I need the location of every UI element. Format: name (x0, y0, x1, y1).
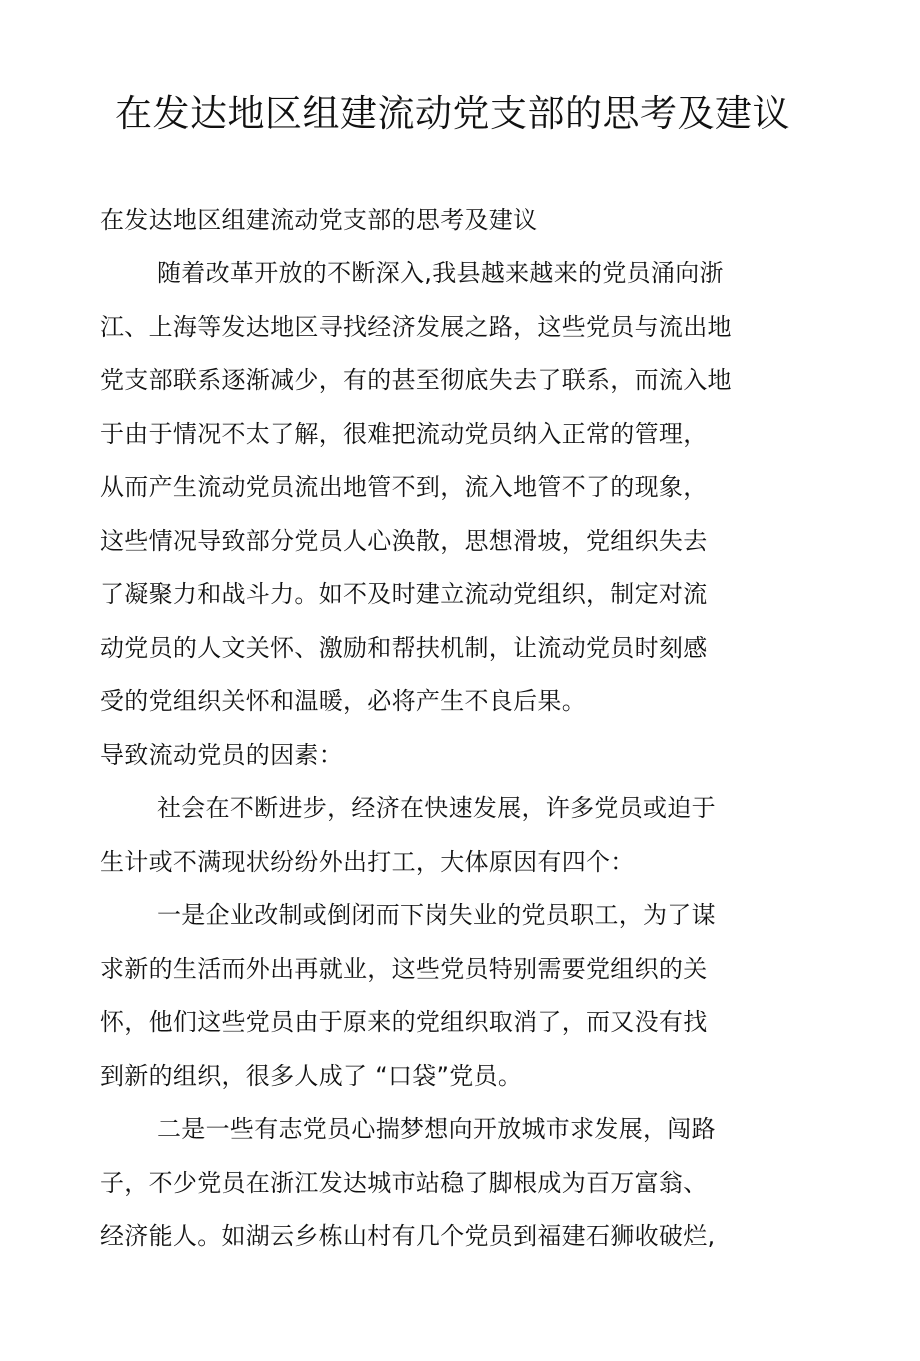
body-line: 求新的生活而外出再就业，这些党员特别需要党组织的关 (100, 955, 708, 983)
body-line: 从而产生流动党员流出地管不到，流入地管不了的现象， (100, 473, 708, 501)
body-line: 到新的组织，很多人成了 “口袋”党员。 (100, 1062, 523, 1090)
body-line: 经济能人。如湖云乡栋山村有几个党员到福建石狮收破烂, (100, 1222, 716, 1250)
body-line: 一是企业改制或倒闭而下岗失业的党员职工，为了谋 (157, 901, 716, 929)
body-line: 这些情况导致部分党员人心涣散，思想滑坡，党组织失去 (100, 527, 708, 555)
body-line: 党支部联系逐渐减少，有的甚至彻底失去了联系，而流入地 (100, 366, 732, 394)
body-line: 社会在不断进步，经济在快速发展，许多党员或迫于 (157, 794, 716, 822)
body-line: 了凝聚力和战斗力。如不及时建立流动党组织，制定对流 (100, 580, 708, 608)
body-line: 子，不少党员在浙江发达城市站稳了脚根成为百万富翁、 (100, 1169, 708, 1197)
body-line: 于由于情况不太了解，很难把流动党员纳入正常的管理， (100, 420, 708, 448)
body-line: 生计或不满现状纷纷外出打工，大体原因有四个： (100, 848, 635, 876)
body-line: 二是一些有志党员心揣梦想向开放城市求发展，闯路 (157, 1115, 716, 1143)
body-line: 怀，他们这些党员由于原来的党组织取消了，而又没有找 (100, 1008, 708, 1036)
body-line: 江、上海等发达地区寻找经济发展之路，这些党员与流出地 (100, 313, 732, 341)
body-line: 随着改革开放的不断深入,我县越来越来的党员涌向浙 (157, 259, 724, 287)
body-line: 动党员的人文关怀、激励和帮扶机制，让流动党员时刻感 (100, 634, 708, 662)
body-line: 受的党组织关怀和温暖，必将产生不良后果。 (100, 687, 586, 715)
document-subtitle: 在发达地区组建流动党支部的思考及建议 (100, 206, 538, 234)
document-title: 在发达地区组建流动党支部的思考及建议 (115, 92, 790, 135)
section-heading: 导致流动党员的因素： (100, 741, 343, 769)
